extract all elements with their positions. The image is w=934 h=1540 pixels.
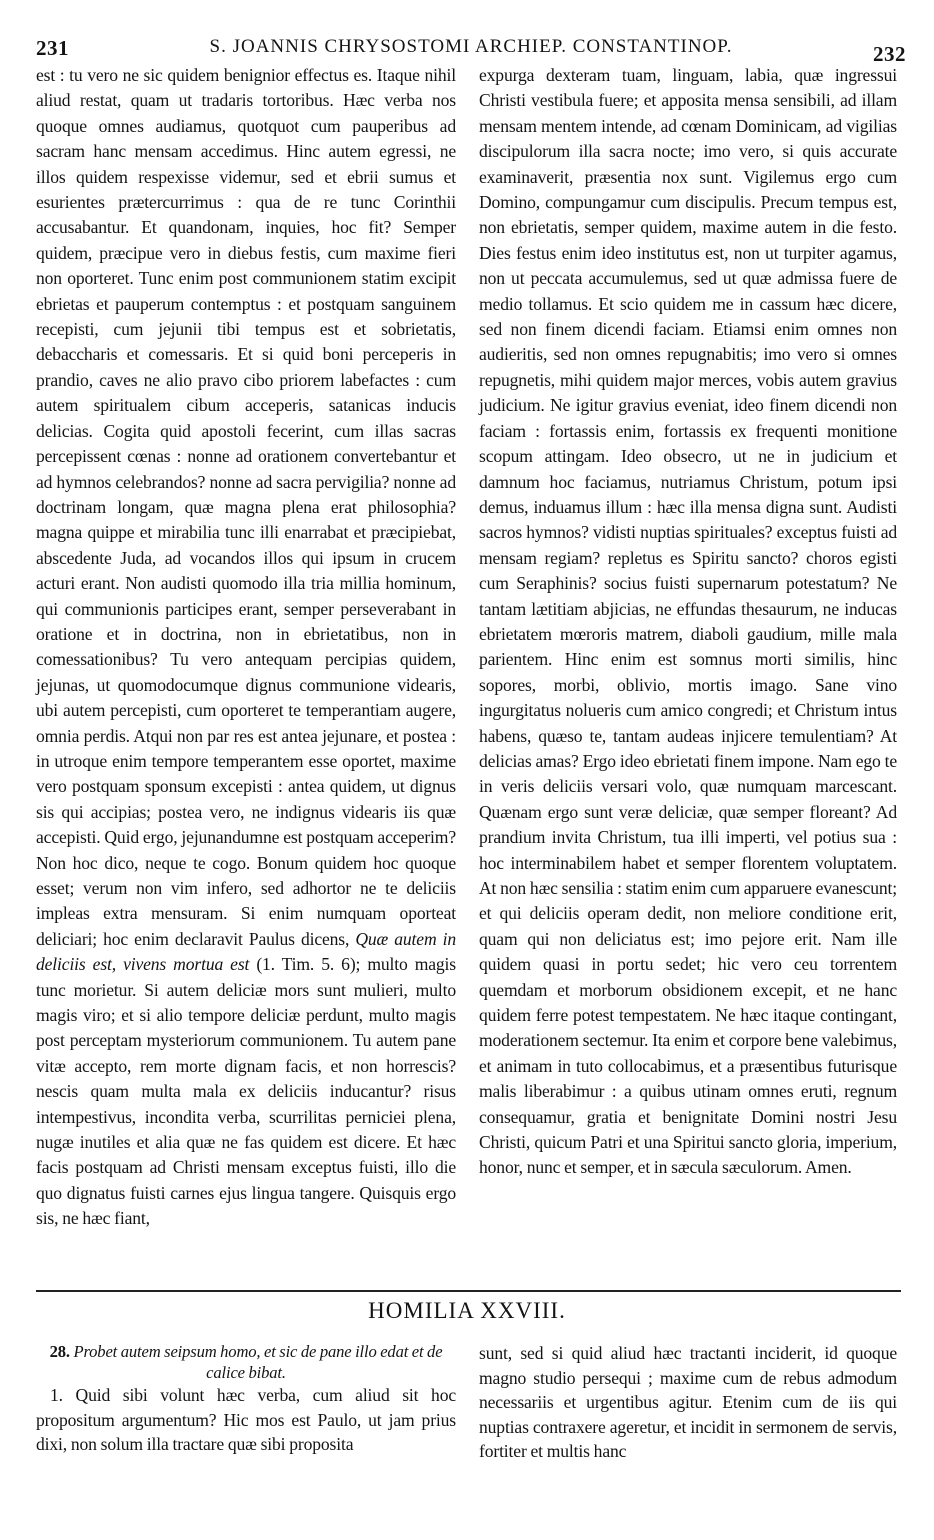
section-divider xyxy=(36,1290,901,1292)
running-title: S. JOANNIS CHRYSOSTOMI ARCHIEP. CONSTANTINOP. xyxy=(209,36,733,57)
page-header xyxy=(36,30,906,64)
homily-column-left xyxy=(36,1341,456,1457)
body-text-continued: ; multo magis tunc morietur. Si autem deliciæ mors sunt mulieri, multo magis viro; et si alio tempore deliciæ perdunt, multo magis post perceptam mysteriorum communionem. Tu autem pane vitæ accepto, rem morte dignam facis, et non horrescis? nescis quam multa mala ex deliciis inducantur? risus intempestivus, incondita verba, scurrilitas perniciei plena, nugæ inutiles et alia quæ ne fas quidem est dicere. Et hæc facis postquam ad Christi mensam exceptus fuisti, illo die quo dignatus fuisti carnes ejus lingua tangere. Quisquis ergo sis, ne hæc fiant, xyxy=(36,954,456,1229)
page-number-right: 232 xyxy=(873,42,906,66)
homily-paragraph-continued: sunt, sed si quid aliud hæc tractanti inciderit, id quoque magno studio persequi ; maxime cum de rebus admodum necessariis et urgentibus agitur. Etenim cum de iis qui nuptias contraxere ageretur, et incidit in sermonem de servis, fortiter et multis hanc xyxy=(479,1343,897,1461)
body-text: est : tu vero ne sic quidem benignior effectus es. Itaque nihil aliud restat, quam ut tradaris tortoribus. Hæc verba nos quoque omnes audiamus, quotquot cum pauperibus ad sacram hanc mensam accedimus. Hinc autem egressi, ne illos quidem respexisse videmur, sed et ebrii sumus et esurientes prætercurrimus : qua de re tunc Corinthii accusabantur. Et quandonam, inquies, hoc fit? Semper quidem, præcipue vero in diebus festis, cum maxime fieri non oporteret. Tunc enim post communionem statim excipit ebrietas et pauperum contemptus : et postquam sanguinem recepisti, cum jejunii tibi tempus est et sobrietatis, debaccharis et comessaris. Et si quid boni perceperis in prandio, caves ne alio pravo cibo priorem labefactes : cum autem spiritualem cibum acceperis, satanicas inducis delicias. Cogita quid apostoli fecerint, cum illas sacras percepissent cœnas : nonne ad orationem convertebantur et ad hymnos celebrandos? nonne ad sacra pervigilia? nonne ad doctrinam longam, quæ magna plena erat philosophia? magna quippe et mirabilia tunc illi enarrabat et præcipiebat, abscedente Juda, ad vocandos illos qui ipsum in crucem acturi erant. Non audisti quomodo illa tria millia hominum, qui communionis participes erant, semper perseverabant in oratione et in doctrina, non in ebrietatibus, non in comessationibus? Tu vero antequam percipias quidem, jejunas, ut quomodocumque dignus communione videaris, ubi autem percepisti, cum oporteret te temperantiam augere, omnia perdis. Atqui non par res est antea jejunare, et postea : in utroque enim tempore temperantem esse oportet, maxime vero postquam sponsum excepisti : antea quidem, ut dignus sis qui accipias; postea vero, ne indignus videaris iis quæ accepisti. Quid ergo, jejunandumne est postquam acceperim? Non hoc dico, neque te cogo. Bonum quidem hoc quoque esset; verum non vim infero, sed adhortor ne te deliciis impleas extra mensuram. Si enim numquam oporteat deliciari; hoc enim declaravit Paulus dicens, xyxy=(36,65,456,949)
scripture-citation: Quæ autem in deliciis est, vivens mortua est xyxy=(36,928,456,975)
text-column-left xyxy=(36,63,456,1232)
citation-reference: (1. Tim. 5. 6) xyxy=(256,954,356,975)
homily-column-right xyxy=(479,1341,897,1464)
lemma-number: 28. xyxy=(49,1342,70,1361)
scripture-lemma xyxy=(36,1341,456,1383)
homily-title: HOMILIA XXVIII. xyxy=(368,1298,566,1323)
lemma-text: Probet autem seipsum homo, et sic de pane illo edat et de calice bibat. xyxy=(73,1342,443,1382)
homily-paragraph-start: 1. Quid sibi volunt hæc verba, cum aliud sit hoc propositum argumentum? Hic mos est Paulo, ut jam prius dixi, non solum illa tractare quæ sibi proposita xyxy=(36,1385,456,1454)
page-number-left: 231 xyxy=(36,36,69,60)
paragraph-left xyxy=(36,63,456,1232)
paragraph-right: expurga dexteram tuam, linguam, labia, quæ ingressui Christi vestibula fuere; et apposita mensa sensibili, ad illam mensam mentem intende, ad cœnam Dominicam, ad vigilias discipulorum illa sacra nocte; imo vero, si quis accurate examinaverit, præsentia nox sunt. Vigilemus ergo cum Domino, compungamur cum discipulis. Precum tempus est, non ebrietatis, semper quidem, maxime autem in die festo. Dies festus enim ideo institutus est, non ut turpiter agamus, non ut peccata accumulemus, sed ut quæ admissa fuere de medio tollamus. Et scio quidem me in cassum hæc dicere, sed non finem dicendi faciam. Etiamsi enim omnes non audieritis, sed non omnes repugnabitis; imo vero si omnes repugnetis, mihi quidem major merces, vobis autem gravius judicium. Ne igitur gravius eveniat, ideo finem dicendi non faciam : fortassis enim, fortassis ex frequenti monitione scopum attingam. Ideo obsecro, ut ne in judicium et damnum hoc faciamus, nutriamus Christum, potum ipsi demus, induamus illum : hæc illa mensa digna sunt. Audisti sacros hymnos? vidisti nuptias spirituales? exceptus fuisti ad mensam regiam? repletus es Spiritu sancto? choros egisti cum Seraphinis? socius fuisti supernarum potestatum? Ne tantam lætitiam abjicias, ne effundas thesaurum, ne inducas ebrietatem mœroris matrem, diaboli gaudium, mille mala parientem. Hinc enim est somnus morti similis, hinc sopores, morbi, oblivio, mortis imago. Sane vino ingurgitatus nolueris cum amico congredi; et Christum intus habens, quæso te, tantam audeas injicere temulentiam? At delicias amas? Ergo ideo ebrietati finem impone. Nam ego te in veris deliciis versari volo, quæ numquam marcescant. Quænam ergo sunt veræ deliciæ, quæ semper floreant? Ad prandium invita Christum, tua illi imperti, vel potius sua : hoc interminabilem habet et semper florentem voluptatem. At non hæc sensilia : statim enim cum apparuere evanescunt; et qui deliciis operam dedit, non meliore conditione erit, quam qui non deliciatus est; imo pejore erit. Nam ille quidem quasi in portu sedet; hic vero ceu torrentem quemdam et morborum obsidionem excepit, et ne hanc quidem ferre potest tempestatem. Ne hæc itaque contingant, moderationem sectemur. Ita enim et corpore bene valebimus, et animam in tuto collocabimus, et a præsentibus futurisque malis liberabimur : a quibus utinam omnes eruti, regnum consequamur, gratia et benignitate Domini nostri Jesu Christi, quicum Patri et una Spiritui sancto gloria, imperium, honor, nunc et semper, et in sæcula sæculorum. Amen. xyxy=(479,65,897,1178)
text-column-right xyxy=(479,63,897,1181)
